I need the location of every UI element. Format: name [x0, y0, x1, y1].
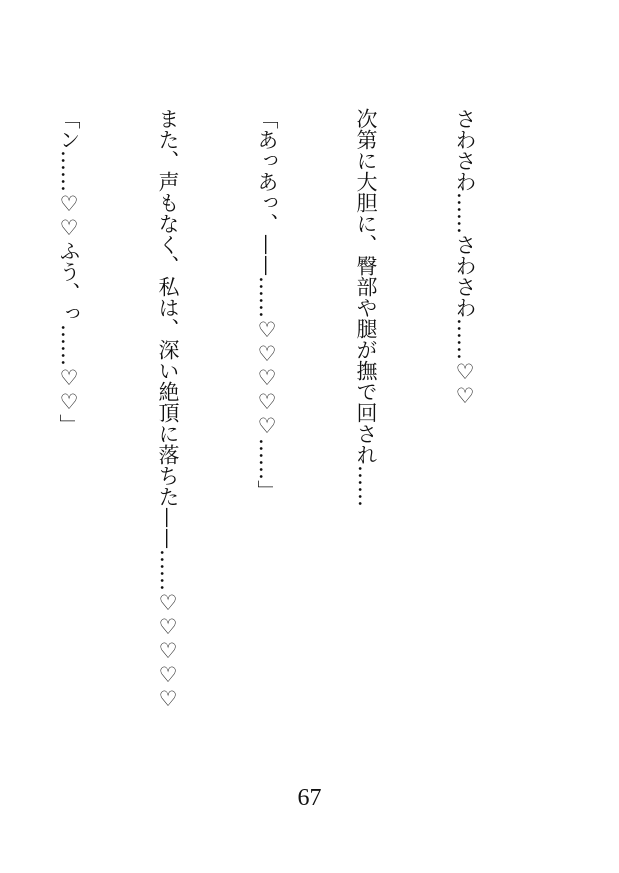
page-number: 67 — [297, 785, 322, 811]
text-line: 次第に大胆に、臀部や腿が撫で回され…… — [354, 108, 378, 507]
text-line: さわさわ……さわさわ……♡♡ — [453, 108, 477, 408]
text-line: 「あっあっ、——……♡♡♡♡♡……」 — [255, 108, 279, 501]
text-line: また、声もなく、私は、深い絶頂に落ちた——……♡♡♡♡♡ — [156, 108, 180, 711]
vertical-text-body — [0, 108, 547, 808]
text-line: 「ン……♡♡ふう、っ……♡♡」 — [57, 108, 81, 435]
